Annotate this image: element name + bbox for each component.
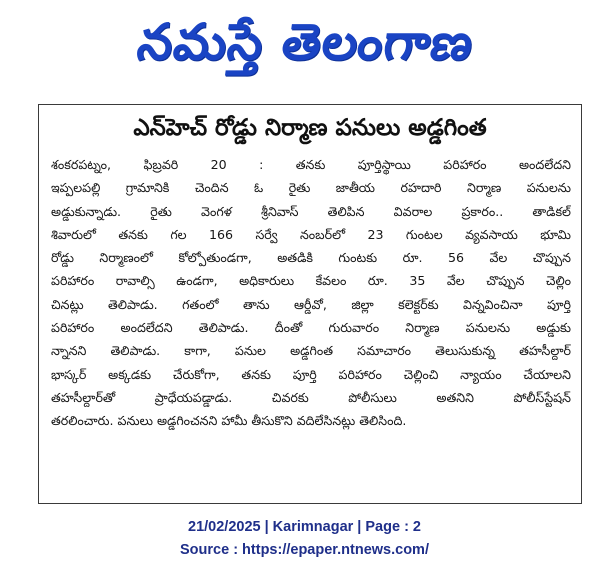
edition-info: 21/02/2025 | Karimnagar | Page : 2	[188, 519, 421, 535]
article-line: అడ్డుకున్నాడు. రైతు వెంగళ శ్రీనివాస్‌ తెలిపిన వివరాల ప్రకారం.. తాడికల్‌	[51, 203, 571, 219]
article-line: తరలించారు. పనులు అడ్డగించనని హామీ తీసుకొని వదిలేసినట్లు తెలిసింది.	[51, 413, 407, 429]
article-line: పరిహారం అందలేదని తెలిపాడు. దీంతో గురువారం నిర్మాణ పనులను అడ్డుకు	[51, 320, 571, 336]
article-body	[51, 153, 571, 433]
article-line: శంకరపట్నం, ఫిబ్రవరి 20 : తనకు పూర్తిస్థాయి పరిహారం అందలేదని	[51, 157, 571, 172]
article-line: భాస్కర్‌ అక్కడకు చేరుకోగా, తనకు పూర్తి పరిహారం చెల్లించి న్యాయం చేయాలని	[51, 366, 571, 382]
article-headline: ఎన్‌హెచ్‌ రోడ్డు నిర్మాణ పనులు అడ్డగింత	[133, 115, 487, 141]
article-line: చినట్లు తెలిపాడు. గతంలో తాను ఆర్డీవో, జిల్లా కలెక్టర్‌కు విన్నవించినా పూర్తి	[51, 296, 571, 312]
article-line: పరిహారం రావాల్సి ఉండగా, అధికారులు కేవలం రూ. 35 వేల చొప్పున చెల్లిం	[51, 273, 571, 289]
masthead	[0, 0, 609, 96]
article-line: న్నానని తెలిపాడు. కాగా, పనుల అడ్డగింత సమాచారం తెలుసుకున్న తహసీల్దార్‌	[51, 343, 571, 359]
article-line: ఇప్పలపల్లి గ్రామానికి చెందిన ఓ రైతు జాతీయ రహదారి నిర్మాణ పనులను	[51, 180, 571, 196]
article-line: తహసీల్దార్‌తో ప్రాధేయపడ్డాడు. చివరకు పోలీసులు అతనిని పోలీస్‌స్టేషన్‌	[51, 389, 571, 405]
news-clipping	[38, 104, 582, 504]
article-line: రోడ్డు నిర్మాణంలో కోల్పోతుండగా, అతడికి గుంటకు రూ. 56 వేల చొప్పున	[51, 250, 571, 266]
article-line: శివారులో తనకు గల 166 సర్వే నంబర్‌లో 23 గుంటల వ్యవసాయ భూమి	[51, 226, 571, 242]
newspaper-logo: నమస్తే తెలంగాణ	[133, 12, 478, 71]
source-link[interactable]: Source : https://epaper.ntnews.com/	[180, 542, 429, 558]
